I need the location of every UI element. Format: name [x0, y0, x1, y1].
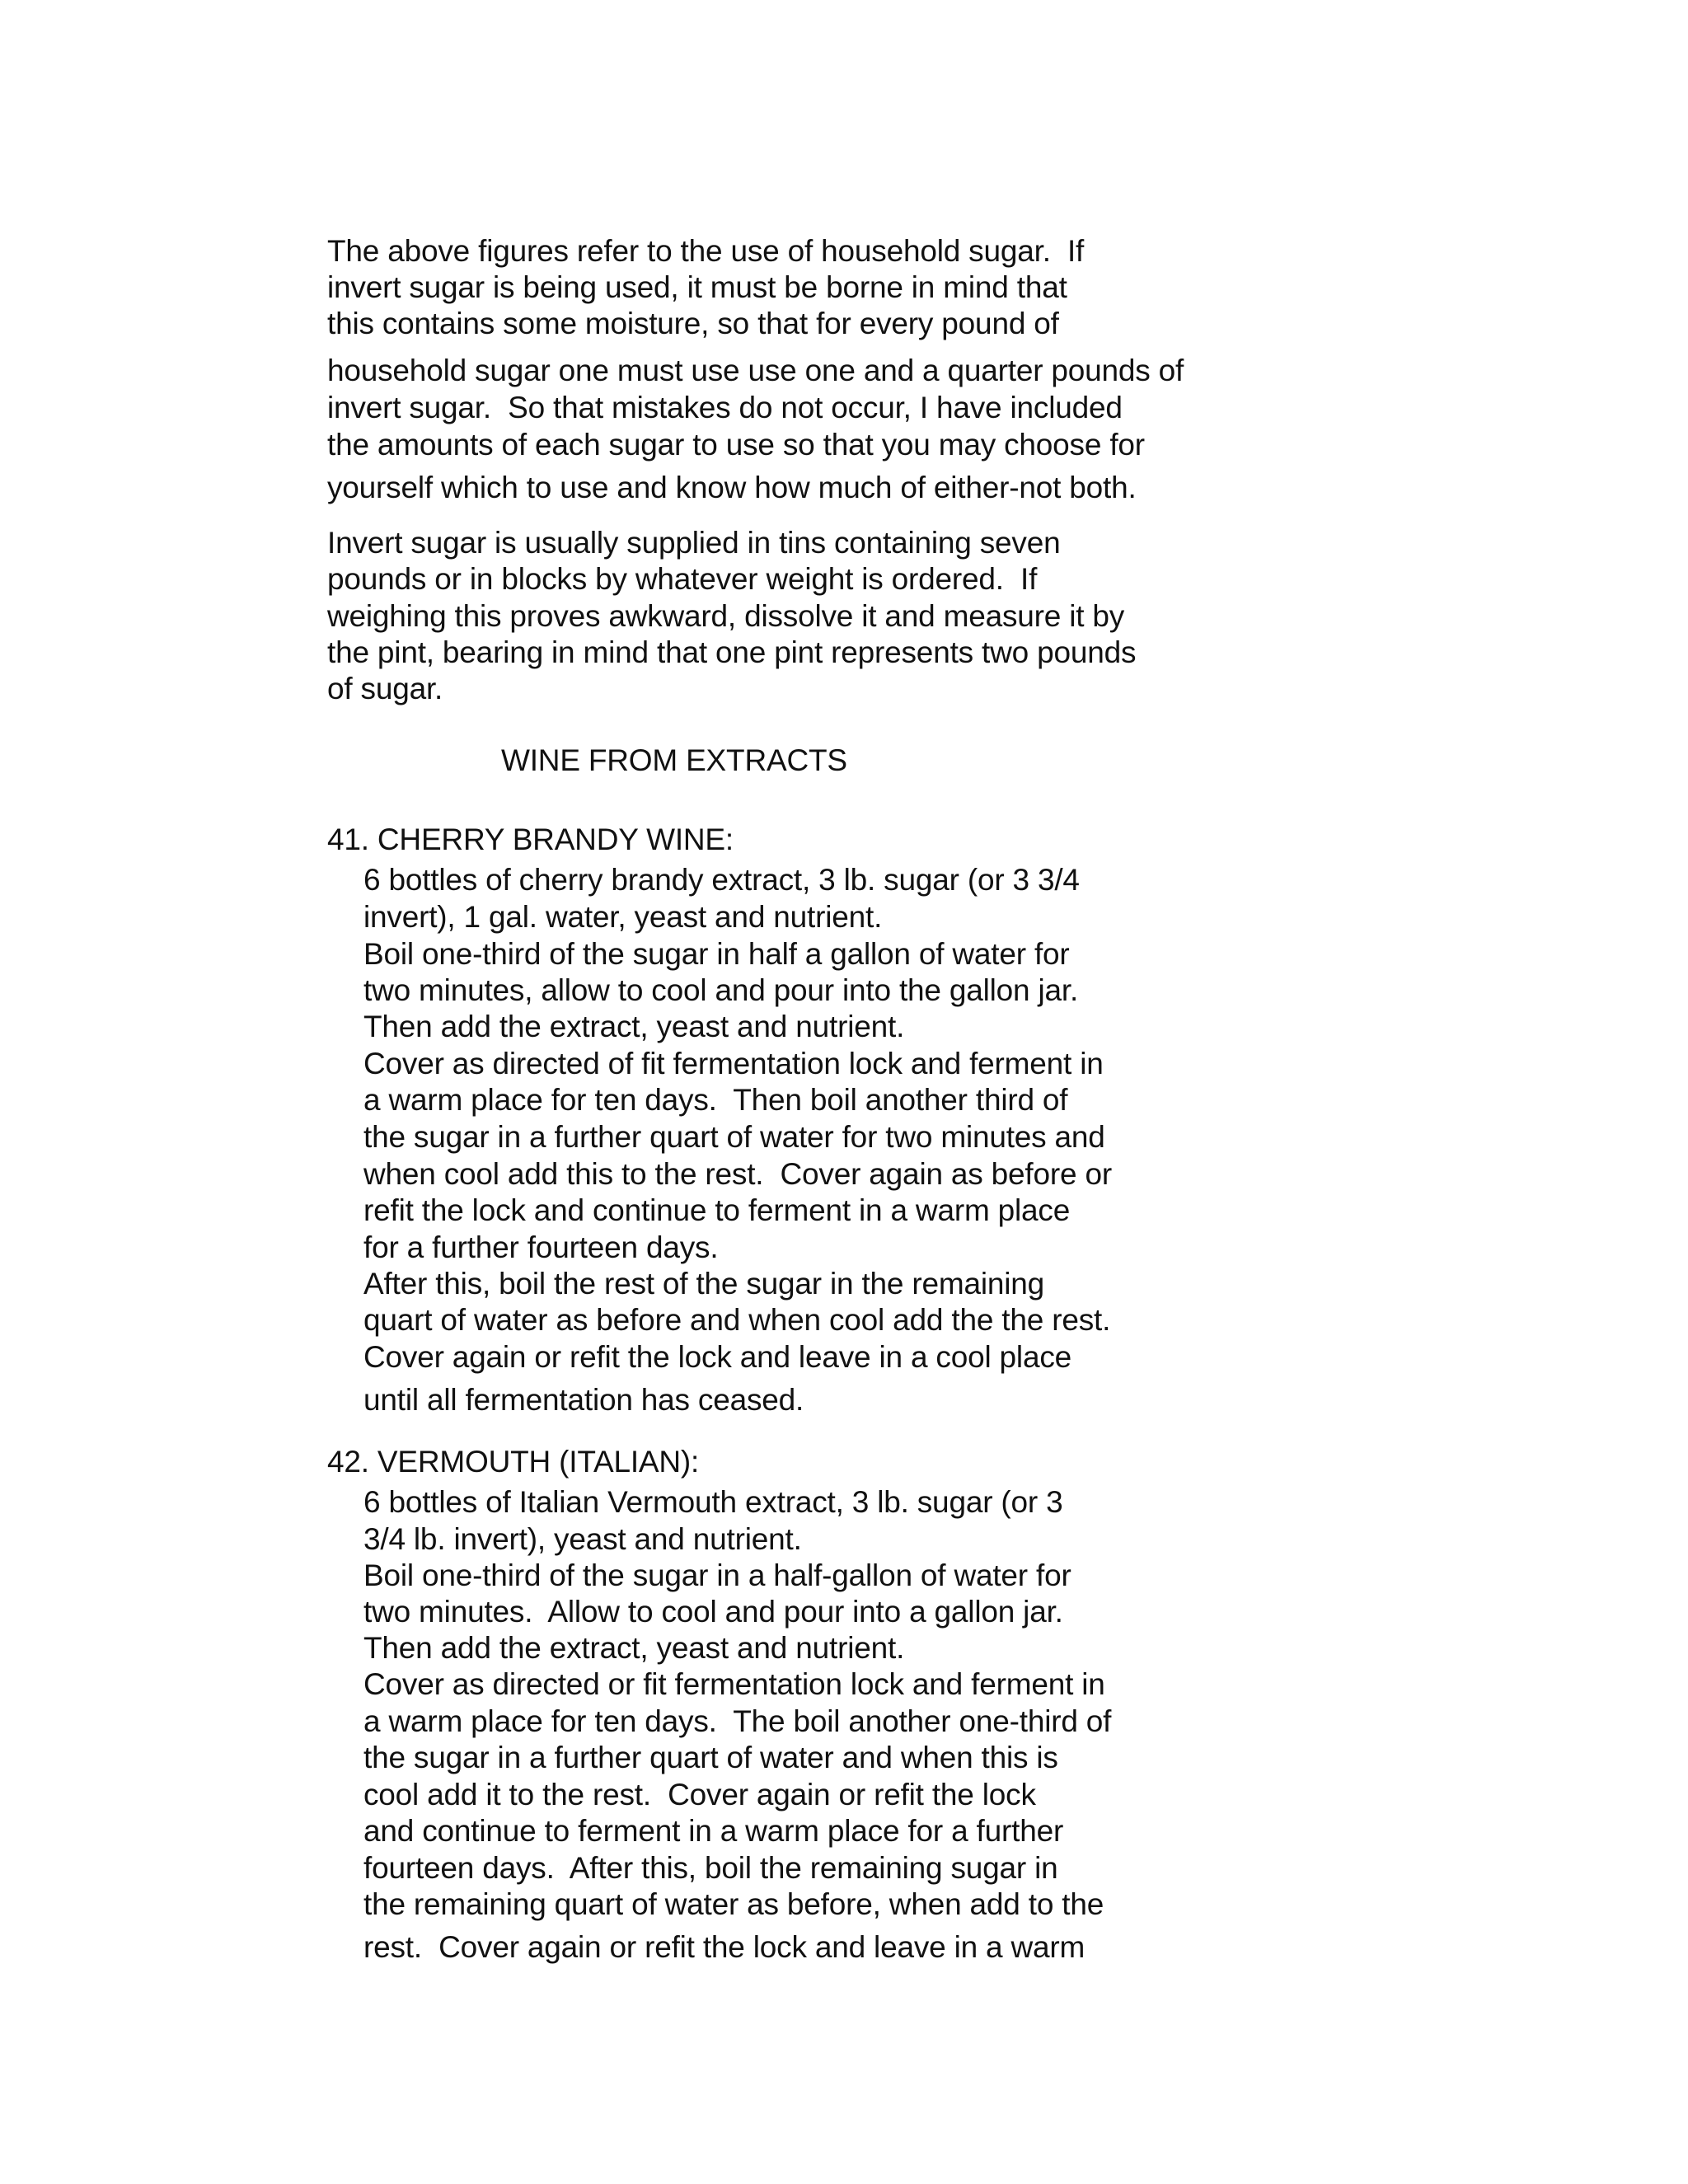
text-line: the amounts of each sugar to use so that you may choose for	[327, 428, 1145, 462]
text-line: invert sugar is being used, it must be borne in mind that	[327, 270, 1067, 304]
text-line: fourteen days. After this, boil the remaining sugar in	[363, 1851, 1058, 1885]
text-line: 6 bottles of cherry brandy extract, 3 lb. sugar (or 3 3/4	[363, 863, 1080, 897]
text-line: and continue to ferment in a warm place for a further	[363, 1814, 1064, 1848]
text-line: two minutes. Allow to cool and pour into a gallon jar.	[363, 1595, 1063, 1629]
text-line: invert), 1 gal. water, yeast and nutrient.	[363, 900, 883, 934]
text-line: until all fermentation has ceased.	[363, 1383, 804, 1417]
text-line: refit the lock and continue to ferment in a warm place	[363, 1193, 1071, 1227]
text-line: for a further fourteen days.	[363, 1230, 719, 1264]
text-line: Invert sugar is usually supplied in tins containing seven	[327, 526, 1061, 560]
recipe-title: 41. CHERRY BRANDY WINE:	[327, 823, 734, 856]
text-line: of sugar.	[327, 672, 443, 705]
text-line: After this, boil the rest of the sugar in the remaining	[363, 1267, 1045, 1301]
text-line: quart of water as before and when cool add the the rest.	[363, 1303, 1111, 1337]
text-line: this contains some moisture, so that for every pound of	[327, 307, 1059, 340]
text-line: pounds or in blocks by whatever weight is ordered. If	[327, 562, 1038, 596]
text-line: Cover again or refit the lock and leave in a cool place	[363, 1340, 1072, 1374]
text-line: Cover as directed of fit fermentation lock and ferment in	[363, 1047, 1104, 1080]
text-line: when cool add this to the rest. Cover again as before or	[363, 1157, 1112, 1191]
text-line: invert sugar. So that mistakes do not occur, I have included	[327, 391, 1123, 424]
text-line: weighing this proves awkward, dissolve it and measure it by	[327, 599, 1125, 633]
text-line: the sugar in a further quart of water and when this is	[363, 1741, 1058, 1774]
text-line: household sugar one must use use one and a quarter pounds of	[327, 354, 1184, 387]
text-line: Boil one-third of the sugar in half a gallon of water for	[363, 937, 1070, 971]
text-line: the sugar in a further quart of water for two minutes and	[363, 1120, 1105, 1154]
text-line: Cover as directed or fit fermentation lock and ferment in	[363, 1667, 1105, 1701]
recipe-title: 42. VERMOUTH (ITALIAN):	[327, 1445, 700, 1479]
text-line: 6 bottles of Italian Vermouth extract, 3 lb. sugar (or 3	[363, 1485, 1063, 1519]
text-line: Then add the extract, yeast and nutrient.	[363, 1010, 905, 1043]
text-line: Boil one-third of the sugar in a half-gallon of water for	[363, 1558, 1071, 1592]
text-line: yourself which to use and know how much of either-not both.	[327, 471, 1137, 504]
text-line: two minutes, allow to cool and pour into the gallon jar.	[363, 973, 1079, 1007]
text-line: cool add it to the rest. Cover again or refit the lock	[363, 1778, 1036, 1811]
text-line: a warm place for ten days. The boil another one-third of	[363, 1704, 1112, 1738]
text-line: Then add the extract, yeast and nutrient.	[363, 1631, 905, 1665]
text-line: the pint, bearing in mind that one pint represents two pounds	[327, 635, 1137, 669]
section-title: WINE FROM EXTRACTS	[501, 743, 847, 777]
text-line: the remaining quart of water as before, when add to the	[363, 1887, 1104, 1921]
text-line: The above figures refer to the use of household sugar. If	[327, 234, 1085, 268]
text-line: rest. Cover again or refit the lock and leave in a warm	[363, 1930, 1085, 1964]
text-line: 3/4 lb. invert), yeast and nutrient.	[363, 1522, 802, 1556]
text-line: a warm place for ten days. Then boil another third of	[363, 1083, 1068, 1117]
